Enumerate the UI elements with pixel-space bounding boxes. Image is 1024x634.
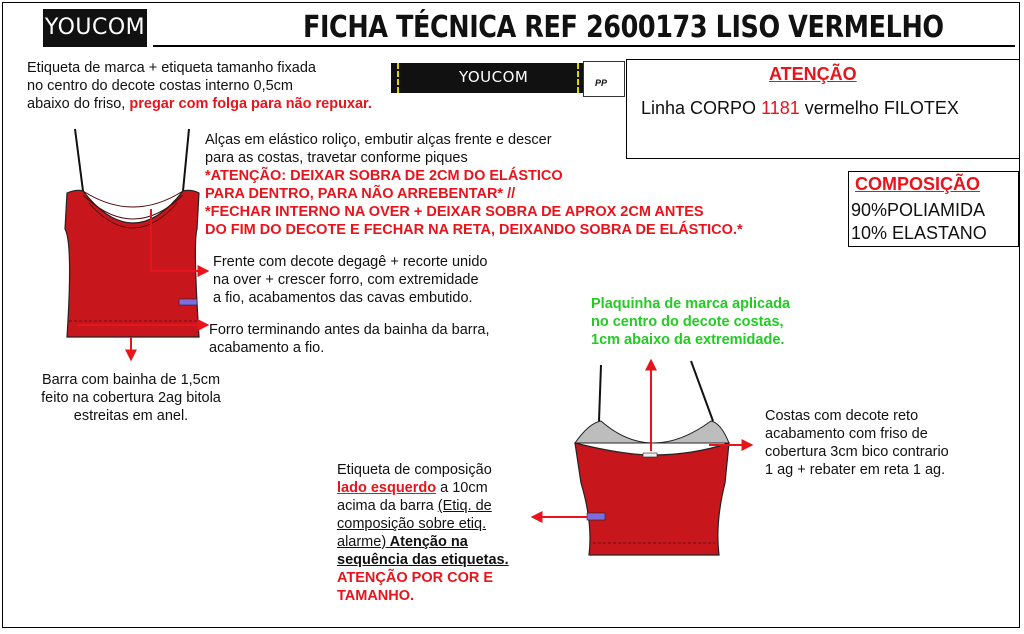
note-warning: *FECHAR INTERNO NA OVER + DEIXAR SOBRA DE APROX 2CM ANTES <box>205 204 704 220</box>
note-emphasis: pregar com folga para não repuxar. <box>129 96 372 112</box>
note-line: Costas com decote reto <box>765 408 919 424</box>
note-text: a 10cm <box>436 480 488 496</box>
back-left-strap <box>599 365 601 421</box>
front-label-patch <box>179 299 197 305</box>
back-label-patch <box>587 513 605 520</box>
note-line: 1 ag + rebater em reta 1 ag. <box>765 462 946 478</box>
brand-label-text: YOUCOM <box>459 68 529 86</box>
composition-title: COMPOSIÇÃO <box>855 174 981 194</box>
note-line: a fio, acabamentos das cavas embutido. <box>213 290 473 306</box>
front-left-strap <box>75 129 83 191</box>
note-line: Frente com decote degagê + recorte unido <box>213 254 488 270</box>
note-line: Alças em elástico roliço, embutir alças frente e descer <box>205 132 552 148</box>
note-text: alarme) <box>337 534 387 550</box>
note-line: Etiqueta de marca + etiqueta tamanho fixada <box>27 60 316 76</box>
note-line: no centro do decote costas interno 0,5cm <box>27 78 293 94</box>
note-line: no centro do decote costas, <box>591 314 784 330</box>
page-title: FICHA TÉCNICA REF 2600173 LISO VERMELHO <box>303 10 944 45</box>
composition-line-1: 90%POLIAMIDA <box>851 200 986 220</box>
front-body <box>65 190 199 337</box>
note-emphasis: Atenção na <box>386 534 468 550</box>
brand-logo: YOUCOM <box>43 9 147 47</box>
back-body <box>575 443 729 555</box>
thread-code: 1181 <box>761 98 800 118</box>
note-line: 1cm abaixo da extremidade. <box>591 332 785 348</box>
thread-prefix: Linha CORPO <box>641 98 762 118</box>
back-right-strap <box>691 361 713 421</box>
note-text: (Etiq. de <box>437 498 492 514</box>
note-line: acabamento com friso de <box>765 426 928 442</box>
note-warning: ATENÇÃO POR COR E <box>337 570 494 586</box>
note-text: abaixo do friso, <box>27 96 130 112</box>
composition-line-2: 10% ELASTANO <box>851 223 987 243</box>
note-line: Barra com bainha de 1,5cm <box>41 372 221 388</box>
note-warning: PARA DENTRO, PARA NÃO ARREBENTAR* // <box>205 186 516 202</box>
note-warning: *ATENÇÃO: DEIXAR SOBRA DE 2CM DO ELÁSTICO <box>205 168 563 184</box>
note-line: feito na cobertura 2ag bitola <box>41 390 221 406</box>
note-line: composição sobre etiq. <box>337 516 487 532</box>
note-text: acima da barra <box>337 498 438 514</box>
note-warning: TAMANHO. <box>337 588 415 604</box>
front-neckline <box>83 191 183 207</box>
note-line: estreitas em anel. <box>73 408 189 424</box>
attention-title: ATENÇÃO <box>769 64 857 84</box>
note-line: Plaquinha de marca aplicada <box>591 296 791 312</box>
garment-drawings <box>3 3 1020 628</box>
note-line: na over + crescer forro, com extremidade <box>213 272 479 288</box>
back-brand-plate <box>643 453 657 457</box>
note-line: cobertura 3cm bico contrario <box>765 444 949 460</box>
note-emphasis: lado esquerdo <box>337 480 437 496</box>
note-warning: DO FIM DO DECOTE E FECHAR NA RETA, DEIXANDO SOBRA DE ELÁSTICO.* <box>205 222 743 238</box>
note-line: para as costas, travetar conforme piques <box>205 150 468 166</box>
note-line: Etiqueta de composição <box>337 462 492 478</box>
front-view <box>65 129 199 337</box>
size-label-text: PP <box>595 78 608 88</box>
front-right-strap <box>183 129 189 191</box>
note-line: Forro terminando antes da bainha da barra, <box>209 322 490 338</box>
technical-sheet <box>2 2 1020 628</box>
note-line: acabamento a fio. <box>209 340 325 356</box>
note-line: sequência das etiquetas. <box>337 552 509 568</box>
thread-suffix: vermelho FILOTEX <box>799 98 959 118</box>
